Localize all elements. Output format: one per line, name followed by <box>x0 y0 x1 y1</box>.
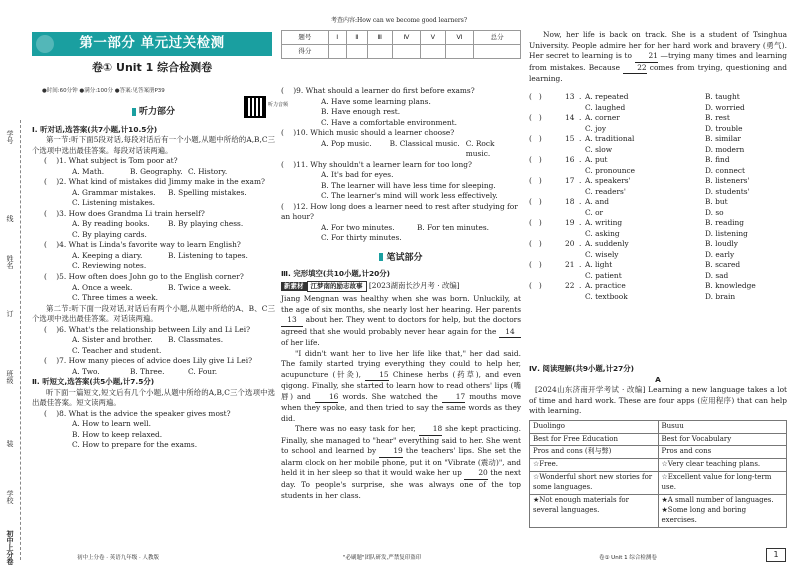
question: ( )1. What subject is Tom poor at? A. Math. B. Geography. C. History. <box>44 156 228 176</box>
sidebar-label: 订 <box>5 310 14 317</box>
choice-row: ( ) 20 . A. suddenly B. loudly <box>529 239 738 249</box>
choice-row: ( ) 21 . A. light B. scared <box>529 260 741 270</box>
cloze-choices <box>529 92 787 302</box>
question: ( )9. What should a learner do first before exams? A. Have some learning plans. B. Have enough rest. C. Have a comfortable environment. <box>281 86 475 127</box>
choice-row: ( ) 16 . A. put B. find <box>529 155 730 165</box>
choice-row: C. slow D. modern <box>585 144 745 154</box>
cloze-para-2: "I didn't want her to live her life like that," her dad said. The family started trying everything they could to help her, acupuncture (针灸), 15 Chinese herbs (药草), and even qigong. Finally, she started to learn how to read others' lips (嘴唇) and 16 words. She watched the 17 mouths move when they spoke, and then tried to say the same words as they did. <box>281 348 522 423</box>
footer-mid: "必刷题"团队研发,严禁复印盗印 <box>343 555 422 561</box>
column-1 <box>32 0 289 573</box>
instruction: 听下面一篇短文,短文后有几个小题,从题中所给的A,B,C三个选项中选出最佳答案。短文读两遍。 <box>32 387 275 408</box>
section-title: 听力部分 <box>32 106 275 119</box>
sidebar-label: 初中上分卷 <box>5 530 14 565</box>
banner-deco-icon <box>36 35 54 53</box>
listening-section <box>32 106 275 451</box>
test-title: 卷① Unit 1 综合检测卷 <box>91 61 213 74</box>
subsection-title: Ⅲ. 完形填空(共10小题,计20分) <box>281 268 391 278</box>
choice-row: C. pronounce D. connect <box>585 165 745 175</box>
question: ( )7. How many pieces of advice does Lily give Li Lei? A. Two. B. Three. C. Four. <box>44 356 253 376</box>
choice-row: C. asking D. listening <box>585 228 748 238</box>
choice-row: ( ) 19 . A. writing B. reading <box>529 218 745 228</box>
question: ( )3. How does Grandma Li train herself? A. By reading books. B. By playing chess. C. By playing cards. <box>44 208 244 239</box>
subsection-title: Ⅳ. 阅读理解(共9小题,计27分) <box>529 364 635 373</box>
choice-row: C. wisely D. early <box>585 249 735 259</box>
instruction: 第二节:听下面一段对话,对话后有两个小题,从题中所给的A、B、C三个选项中选出最佳答案。对话读两遍。 <box>32 303 275 324</box>
sidebar-label: 姓名 <box>5 255 14 269</box>
question: ( )12. How long does a learner need to rest after studying for an hour? A. For two minutes. B. For ten minutes. C. For thirty minutes. <box>281 201 518 243</box>
choice-row: C. or D. so <box>585 207 724 217</box>
choice-row: ( ) 18 . A. and B. but <box>529 197 728 207</box>
choice-row: C. patient D. sad <box>585 270 729 280</box>
section-title: 笔试部分 <box>281 252 521 265</box>
apps-table: Duolingo Busuu Best for Free Education Best for Vocabulary Pros and cons (利与弊) Pros and cons ☆Free. ☆Very clear teaching plans. ☆Wonderful short new stories for some languages. ☆Excellent value for long-term use. ★Not enough materials for several languages. ★A small number of languages. ★Some long and boring exercises. <box>529 420 787 528</box>
choice-row: C. laughed D. worried <box>585 102 745 112</box>
test-meta: ●时间:60分钟 ●满分:100分 ●答案:见答案册P39 <box>42 88 165 94</box>
banner-text: 第一部分 单元过关检测 <box>79 35 225 52</box>
choice-row: C. readers' D. students' <box>585 186 750 196</box>
listening-continued <box>281 86 521 501</box>
source-tags: 新素材 江梦南的励志故事 [2023湖南长沙月考 · 改编] <box>281 281 521 292</box>
question: ( )10. Which music should a learner choose? A. Pop music. B. Classical music. C. Rock music. <box>281 128 495 159</box>
passage-intro: [2024山东济南开学考试 · 改编] Learning a new language takes a lot of time and hard work. These are four apps (应用程序) that can help with learning. <box>529 385 787 416</box>
instruction: 第一节:听下面5段对话,每段对话后有一个小题,从题中所给的A,B,C三个选项中选出最佳答案。每段对话读两遍。 <box>32 135 275 155</box>
question: ( )11. Why shouldn't a learner learn for too long? A. It's bad for eyes. B. The learner will have less time for sleeping. C. The learner's mind will work less effectively. <box>281 159 498 201</box>
question: ( )5. How often does John go to the English corner? A. Once a week. B. Twice a week. C. Three times a week. <box>44 271 244 303</box>
page-number: 1 <box>766 548 786 562</box>
sidebar-label: 班级 <box>5 370 14 384</box>
qr-label: 听力音频 <box>268 102 289 108</box>
sidebar-label: 学校 <box>5 490 14 504</box>
part-banner <box>32 32 272 56</box>
cloze-para-3: There was no easy task for her, 18 she kept practicing. Finally, she managed to "hear" everything said to her. She went to school and learned by 19 the teachers' lips. She set the alarm clock on her mobile phone, put it on "Vibrate (震动)", and held it in her sleep so that it would wake her up 20 the next day. To people's surprise, she was always one of the top students in her class. <box>281 424 522 500</box>
cut-line <box>20 120 21 560</box>
question: ( )2. What kind of mistakes did Jimmy make in the exam? A. Grammar mistakes. B. Spelling mistakes. C. Listening mistakes. <box>44 177 265 208</box>
footer-left: 初中上分卷 · 英语九年级 · 人教版 <box>77 555 159 561</box>
reading-section <box>529 364 787 528</box>
score-table: 题号 Ⅰ Ⅱ Ⅲ Ⅳ Ⅴ Ⅵ 总分 得分 <box>281 30 521 59</box>
cloze-para-4: Now, her life is back on track. She is a student of Tsinghua University. People admire her for her hard work and bravery (勇气). Her secret to learning is to 21 —trying many times and learning from mistakes. Because 22 comes from trying, questioning and learning. <box>529 30 787 84</box>
binding-margin <box>0 0 30 573</box>
sidebar-label: 线 <box>5 215 14 222</box>
choice-row: C. textbook D. brain <box>585 291 736 301</box>
column-2 <box>281 0 521 573</box>
cloze-para-1: Jiang Mengnan was healthy when she was born. Unluckily, at the age of six months, she nearly lost her hearing. Her parents 13 about her. They went to doctors for help, but the doctors agreed that she would probably never hear again for the 14 of her life. <box>281 294 521 348</box>
footer-right: 卷① Unit 1 综合检测卷 <box>599 555 657 561</box>
question: ( )4. What is Linda's favorite way to learn English? A. Keeping a diary. B. Listening to tapes. C. Reviewing notes. <box>44 240 248 271</box>
choice-row: ( ) 17 . A. speakers' B. listeners' <box>529 176 750 186</box>
question: ( )6. What's the relationship between Lily and Li Lei? A. Sister and brother. B. Classmates. C. Teacher and student. <box>44 324 251 355</box>
choice-row: ( ) 13 . A. repeated B. taught <box>529 92 740 101</box>
subsection-title: Ⅱ. 听短文,选答案(共5小题,计7.5分) <box>32 377 155 387</box>
choice-row: ( ) 14 . A. corner B. rest <box>529 113 730 123</box>
subsection-title: Ⅰ. 听对话,选答案(共7小题,计10.5分) <box>32 124 158 134</box>
sidebar-label: 学号 <box>5 130 14 144</box>
sidebar-label: 装 <box>5 440 14 447</box>
column-3 <box>529 0 792 573</box>
question: ( )8. What is the advice the speaker gives most? A. How to learn well. B. How to keep relaxed. C. How to prepare for the exams. <box>44 408 231 450</box>
choice-row: ( ) 22 . A. practice B. knowledge <box>529 281 756 291</box>
topic-line: 考查内容:How can we become good learners? <box>331 17 468 24</box>
choice-row: C. joy D. trouble <box>585 123 743 133</box>
passage-label: A <box>655 374 661 384</box>
choice-row: ( ) 15 . A. traditional B. similar <box>529 134 741 144</box>
